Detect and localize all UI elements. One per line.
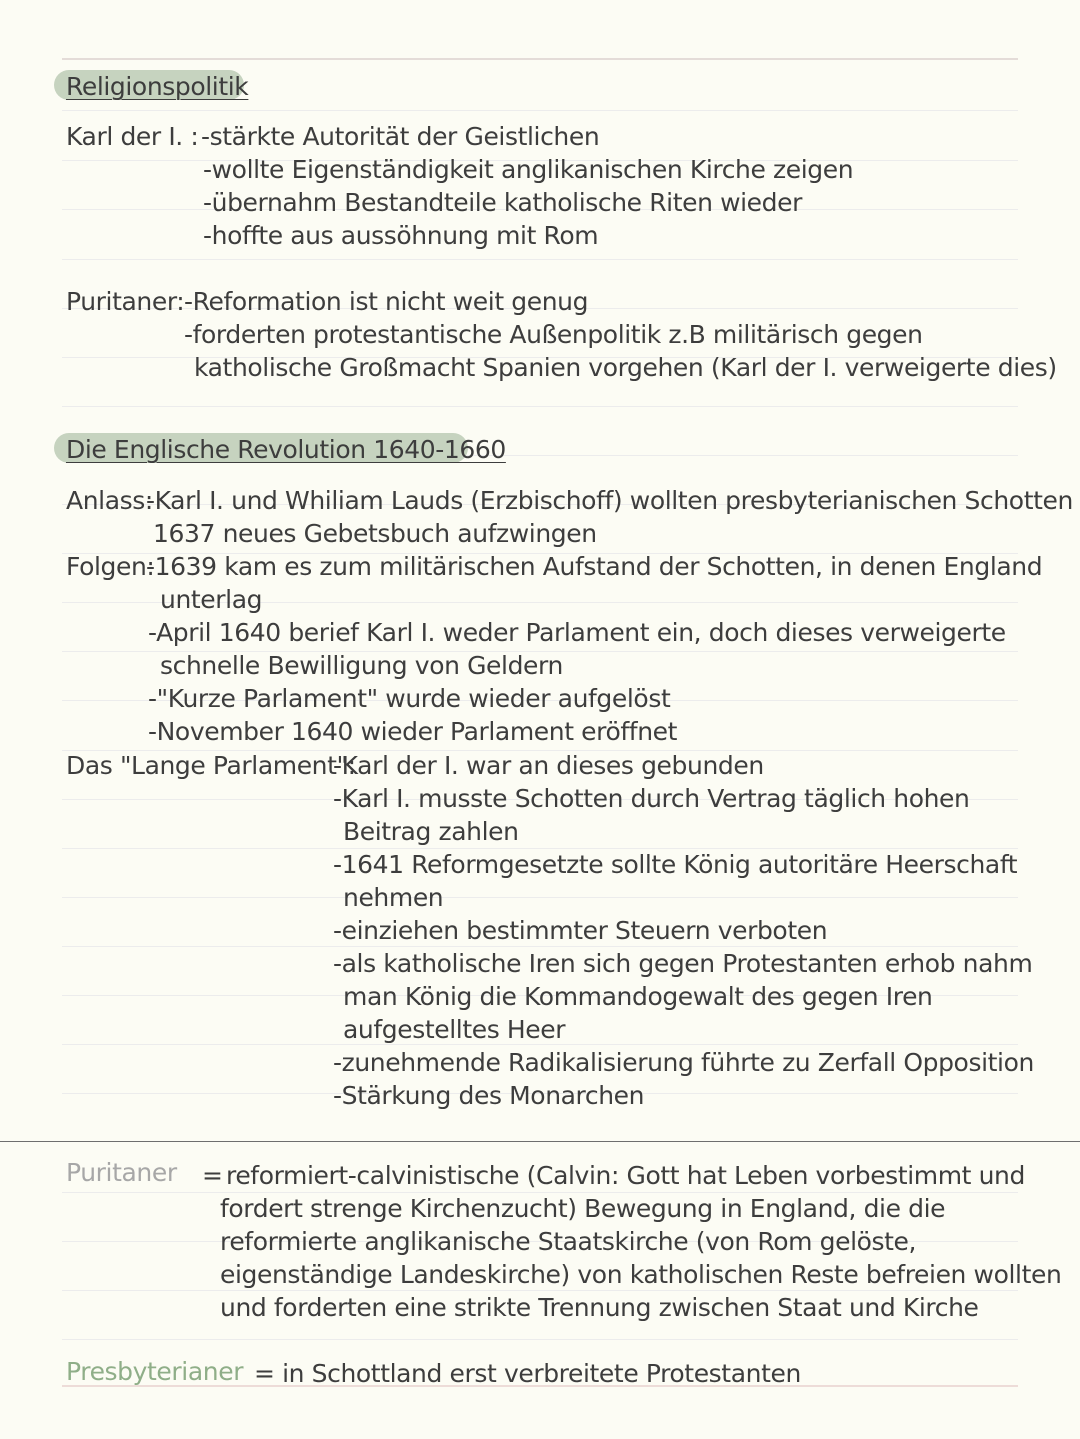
list-item: 1637 neues Gebetsbuch aufzwingen (153, 519, 597, 548)
ruled-line (62, 406, 1018, 407)
list-item: Beitrag zahlen (343, 817, 519, 846)
puritaner-label: Puritaner: (66, 287, 185, 316)
list-item: -Karl I. musste Schotten durch Vertrag täglich hohen (333, 784, 970, 813)
list-item: -übernahm Bestandteile katholische Riten wieder (203, 188, 802, 217)
list-item: -1639 kam es zum militärischen Aufstand der Schotten, in denen England (146, 552, 1043, 581)
ruled-line (62, 259, 1018, 260)
list-item: -wollte Eigenständigkeit anglikanischen Kirche zeigen (203, 155, 854, 184)
list-item: -forderten protestantische Außenpolitik z.B militärisch gegen (184, 320, 923, 349)
list-item: katholische Großmacht Spanien vorgehen (Karl der I. verweigerte dies) (194, 353, 1057, 382)
list-item: -November 1640 wieder Parlament eröffnet (148, 717, 678, 746)
glossary-definition-line: fordert strenge Kirchenzucht) Bewegung in England, die die (220, 1194, 946, 1223)
list-item: -Karl der I. war an dieses gebunden (333, 751, 764, 780)
section-separator (0, 1141, 1080, 1142)
glossary-definition-presbyterianer: = in Schottland erst verbreitete Protestanten (254, 1359, 801, 1388)
glossary-definition-line: reformiert-calvinistische (Calvin: Gott hat Leben vorbestimmt und (226, 1161, 1025, 1190)
glossary-definition-line: und forderten eine strikte Trennung zwischen Staat und Kirche (220, 1293, 979, 1322)
list-item: man König die Kommandogewalt des gegen Iren (343, 982, 933, 1011)
anlass-label: Anlass: (66, 486, 153, 515)
glossary-equals: = (202, 1161, 223, 1190)
section-heading-revolution: Die Englische Revolution 1640-1660 (66, 435, 506, 464)
list-item: schnelle Bewilligung von Geldern (160, 651, 563, 680)
list-item: aufgestelltes Heer (343, 1015, 566, 1044)
list-item: -stärkte Autorität der Geistlichen (201, 122, 600, 151)
ruled-line (62, 1339, 1018, 1340)
glossary-definition-line: eigenständige Landeskirche) von katholischen Reste befreien wollten (220, 1260, 1062, 1289)
list-item: unterlag (160, 585, 263, 614)
ruled-line (62, 110, 1018, 111)
karl-label: Karl der I. : (66, 122, 199, 151)
list-item: -Reformation ist nicht weit genug (184, 287, 589, 316)
top-rule (62, 58, 1018, 60)
list-item: -Stärkung des Monarchen (333, 1081, 645, 1110)
glossary-definition-line: reformierte anglikanische Staatskirche (von Rom gelöste, (220, 1227, 917, 1256)
glossary-term-puritaner: Puritaner (66, 1158, 177, 1187)
list-item: nehmen (343, 883, 444, 912)
section-heading-religionspolitik: Religionspolitik (66, 72, 249, 101)
list-item: -hoffte aus aussöhnung mit Rom (203, 221, 599, 250)
list-item: -April 1640 berief Karl I. weder Parlament ein, doch dieses verweigerte (148, 618, 1006, 647)
list-item: -als katholische Iren sich gegen Protestanten erhob nahm (333, 949, 1033, 978)
list-item: -Karl I. und Whiliam Lauds (Erzbischoff) wollten presbyterianischen Schotten (146, 486, 1073, 515)
folgen-label: Folgen: (66, 552, 155, 581)
list-item: -zunehmende Radikalisierung führte zu Zerfall Opposition (333, 1048, 1034, 1077)
list-item: -einziehen bestimmter Steuern verboten (333, 916, 828, 945)
list-item: -"Kurze Parlament" wurde wieder aufgelöst (148, 684, 671, 713)
ruled-line (62, 897, 1018, 898)
list-item: -1641 Reformgesetzte sollte König autoritäre Heerschaft (333, 850, 1018, 879)
lange-parlament-label: Das "Lange Parlament": (66, 751, 356, 780)
glossary-term-presbyterianer: Presbyterianer (66, 1357, 244, 1386)
